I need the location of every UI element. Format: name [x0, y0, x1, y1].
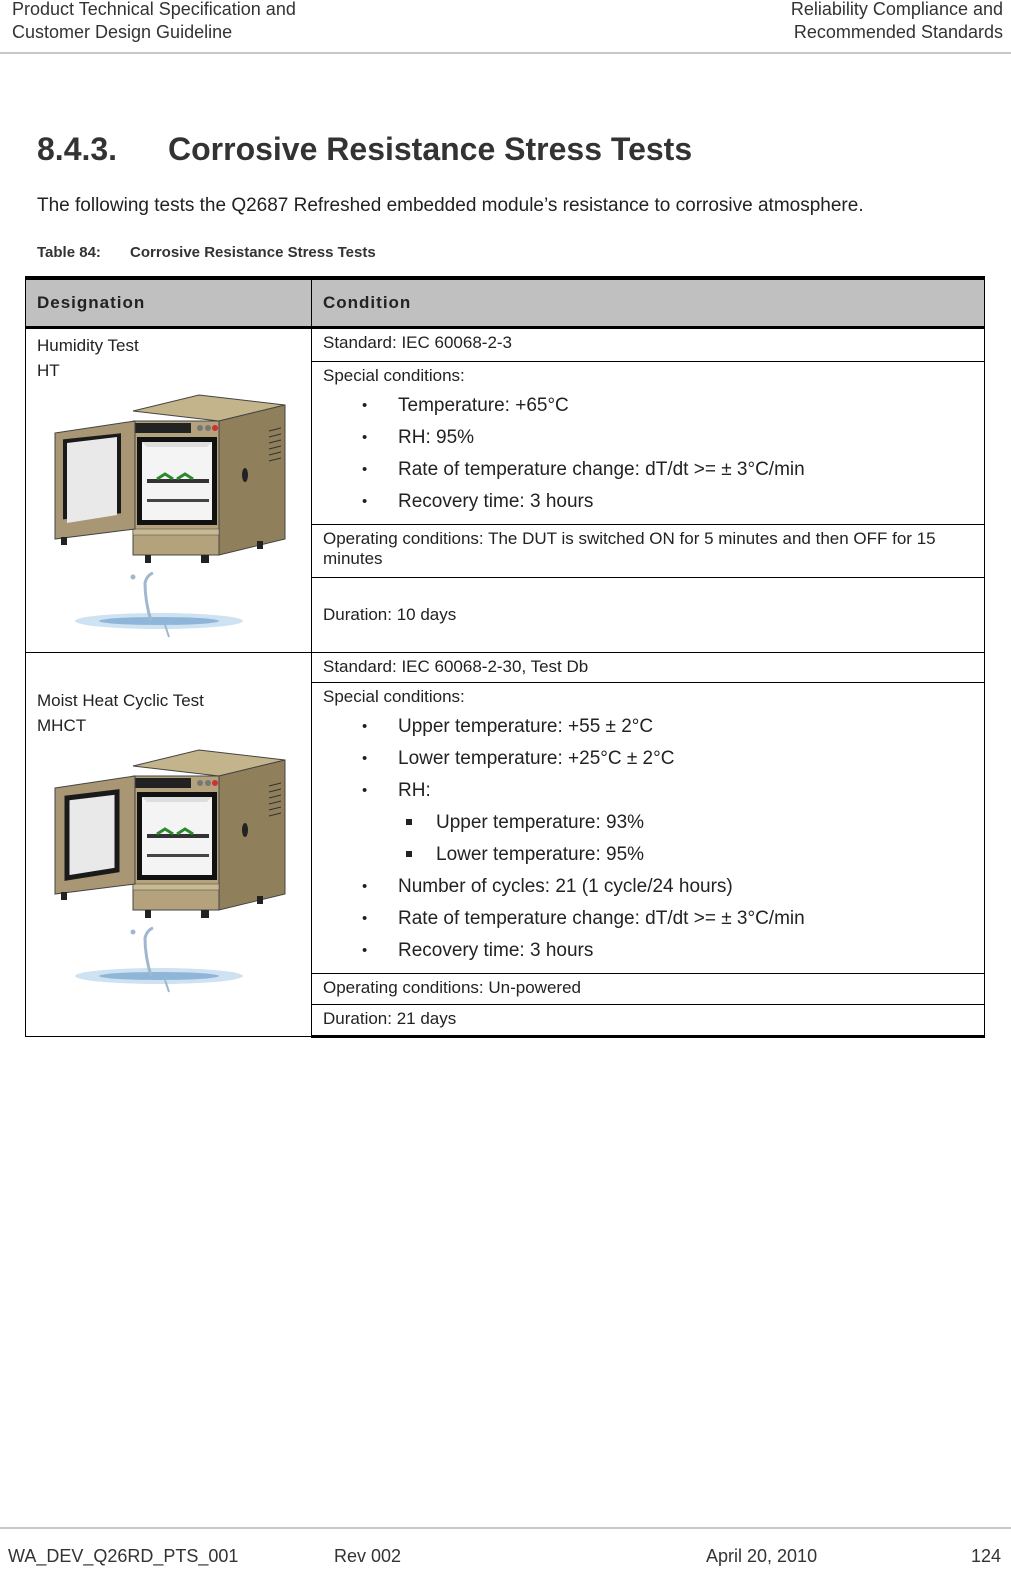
footer-date: April 20, 2010 [706, 1546, 818, 1566]
section-title: Corrosive Resistance Stress Tests [168, 131, 693, 167]
test-name: Moist Heat Cyclic Test [37, 691, 204, 710]
table-row [26, 328, 985, 362]
list-item: • Temperature: +65°C [323, 390, 973, 422]
table-caption [37, 244, 376, 261]
duration-cell: Duration: 21 days [312, 1005, 985, 1037]
test-abbreviation: MHCT [37, 716, 87, 735]
footer-page-number: 124 [970, 1546, 1001, 1566]
table-caption-number: Table 84: [37, 244, 101, 261]
list-item: • Upper temperature: +55 ± 2°C [323, 711, 973, 743]
water-drop-icon [75, 928, 243, 992]
corrosive-tests-table [25, 276, 985, 1038]
list-item [323, 775, 973, 871]
standard-cell: Standard: IEC 60068-2-30, Test Db [312, 653, 985, 683]
section-heading [37, 131, 692, 168]
header-right-line1: Reliability Compliance and [790, 0, 1003, 19]
column-header-designation: Designation [26, 278, 312, 328]
test-name: Humidity Test [37, 336, 139, 355]
footer-revision: Rev 002 [334, 1546, 402, 1566]
rh-sub-list [398, 807, 973, 871]
header-right-line2: Recommended Standards [793, 22, 1003, 42]
rh-label: RH: [398, 780, 431, 801]
climate-chamber-illustration [47, 391, 287, 646]
special-conditions-list [323, 711, 973, 967]
footer-doc-id: WA_DEV_Q26RD_PTS_001 [8, 1546, 239, 1566]
water-drop-icon [75, 573, 243, 637]
operating-conditions-cell: Operating conditions: Un-powered [312, 974, 985, 1005]
climate-chamber-icon [55, 395, 285, 563]
list-item: Lower temperature: 95% [398, 839, 973, 871]
list-item: • Rate of temperature change: dT/dt >= ± 3°C/min [323, 903, 973, 935]
table-row [26, 653, 985, 683]
header-left [12, 0, 296, 44]
test-abbreviation: HT [37, 361, 60, 380]
special-conditions-cell [312, 362, 985, 525]
page-header [0, 0, 1011, 54]
duration-cell: Duration: 10 days [312, 578, 985, 653]
standard-cell: Standard: IEC 60068-2-3 [312, 328, 985, 362]
list-item: • RH: 95% [323, 422, 973, 454]
climate-chamber-illustration [47, 746, 287, 1001]
designation-cell-mhct [26, 653, 312, 1037]
list-item: Upper temperature: 93% [398, 807, 973, 839]
special-conditions-cell [312, 683, 985, 974]
header-left-line2: Customer Design Guideline [12, 22, 233, 42]
table-header-row [26, 278, 985, 328]
operating-conditions-cell: Operating conditions: The DUT is switched ON for 5 minutes and then OFF for 15 minutes [312, 525, 985, 578]
list-item: • Recovery time: 3 hours [323, 935, 973, 967]
climate-chamber-icon [55, 750, 285, 918]
special-conditions-label: Special conditions: [323, 687, 465, 706]
section-number: 8.4.3. [37, 131, 118, 167]
header-right [791, 0, 1003, 44]
special-conditions-label: Special conditions: [323, 366, 465, 385]
list-item: • Rate of temperature change: dT/dt >= ± 3°C/min [323, 454, 973, 486]
intro-paragraph: The following tests the Q2687 Refreshed embedded module’s resistance to corrosive atmosphere. [37, 195, 864, 216]
list-item: • Recovery time: 3 hours [323, 486, 973, 518]
header-left-line1: Product Technical Specification and [12, 0, 296, 19]
special-conditions-list [323, 390, 973, 518]
table-caption-title: Corrosive Resistance Stress Tests [130, 244, 376, 261]
list-item: • Lower temperature: +25°C ± 2°C [323, 743, 973, 775]
page-footer [0, 1527, 1011, 1585]
list-item: • Number of cycles: 21 (1 cycle/24 hours) [323, 871, 973, 903]
designation-cell-ht [26, 328, 312, 653]
column-header-condition: Condition [312, 278, 985, 328]
